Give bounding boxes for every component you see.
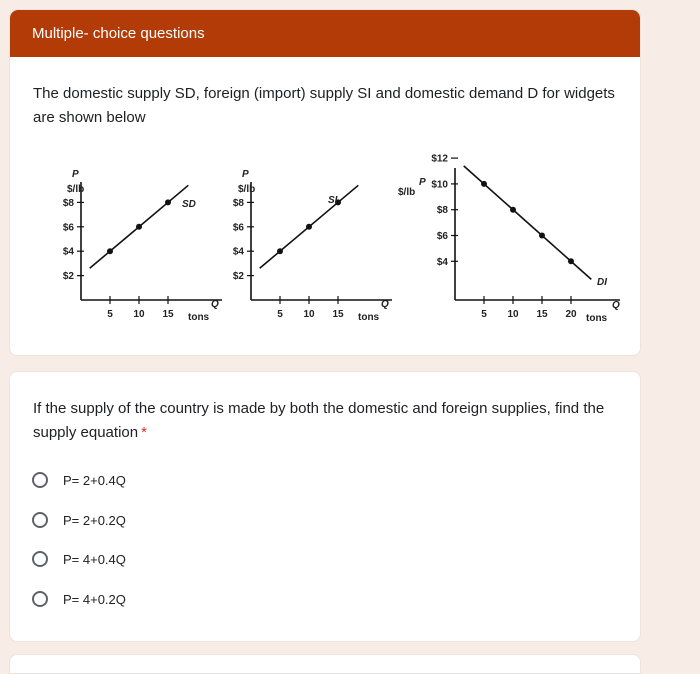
x-tick-label: 10 [303, 309, 315, 320]
y-axis-unit: $/lb [238, 184, 256, 195]
y-tick-label: $2 [62, 271, 74, 283]
data-point [568, 258, 574, 264]
y-axis-label: P [242, 169, 249, 180]
y-tick-label: $4 [436, 256, 448, 268]
y-tick-label: $2 [232, 271, 244, 283]
question-card [9, 371, 641, 642]
option-label: P= 2+0.4Q [63, 472, 126, 488]
radio-button-icon[interactable] [32, 591, 48, 607]
question-title [33, 397, 623, 445]
y-tick-label: $8 [62, 197, 74, 209]
option-2[interactable] [32, 508, 126, 532]
y-tick-label: $8 [232, 197, 244, 209]
series-label: SI [328, 195, 338, 206]
next-card-edge [9, 654, 641, 674]
required-asterisk: * [141, 424, 147, 441]
y-tick-label: $4 [232, 246, 244, 258]
y-tick-label: $8 [436, 205, 448, 217]
data-point [277, 248, 283, 254]
x-tick-label: 15 [162, 309, 174, 320]
charts-svg [10, 10, 641, 356]
y-tick-label: $12 [431, 153, 448, 165]
data-point [539, 233, 545, 239]
y-tick-label: $4 [62, 246, 74, 258]
series-label: SD [182, 199, 196, 210]
data-point [510, 207, 516, 213]
option-label: P= 2+0.2Q [63, 512, 126, 528]
form-header-card [9, 9, 641, 356]
y-tick-label: $6 [232, 222, 244, 234]
supply-demand-figure [10, 10, 641, 356]
data-point [165, 199, 171, 205]
x-tick-label: 5 [107, 309, 113, 320]
option-1[interactable] [32, 468, 126, 492]
radio-button-icon[interactable] [32, 472, 48, 488]
x-axis-label: Q [381, 299, 389, 310]
data-point [136, 224, 142, 230]
section-description: The domestic supply SD, foreign (import) supply SI and domestic demand D for widgets are shown below [33, 85, 615, 126]
y-tick-label: $6 [62, 222, 74, 234]
x-tick-label: 10 [507, 309, 519, 320]
y-tick-label: $6 [436, 231, 448, 242]
series-label: DI [597, 277, 607, 288]
y-axis-unit: $/lb [67, 184, 85, 195]
radio-button-icon[interactable] [32, 512, 48, 528]
data-point [306, 224, 312, 230]
y-tick-label: $10 [431, 179, 448, 191]
y-axis-label: P [419, 177, 426, 188]
data-point [107, 248, 113, 254]
x-axis-label: Q [612, 300, 620, 311]
x-tick-label: 5 [277, 309, 283, 320]
option-3[interactable] [32, 547, 126, 571]
x-tick-label: 20 [565, 309, 577, 320]
option-4[interactable] [32, 587, 126, 611]
form-section-title: Multiple- choice questions [10, 10, 640, 57]
x-axis-unit: tons [358, 312, 380, 323]
x-axis-label: Q [211, 299, 219, 310]
y-axis-unit: $/lb [398, 187, 416, 198]
x-tick-label: 15 [332, 309, 344, 320]
x-axis-unit: tons [188, 312, 210, 323]
x-tick-label: 15 [536, 309, 548, 320]
radio-button-icon[interactable] [32, 551, 48, 567]
data-point [481, 181, 487, 187]
option-label: P= 4+0.4Q [63, 551, 126, 567]
x-tick-label: 10 [133, 309, 145, 320]
option-label: P= 4+0.2Q [63, 591, 126, 607]
x-axis-unit: tons [586, 313, 608, 324]
question-text: If the supply of the country is made by both the domestic and foreign supplies, find the supply equation [33, 400, 605, 441]
x-tick-label: 5 [481, 309, 487, 320]
y-axis-label: P [72, 169, 79, 180]
